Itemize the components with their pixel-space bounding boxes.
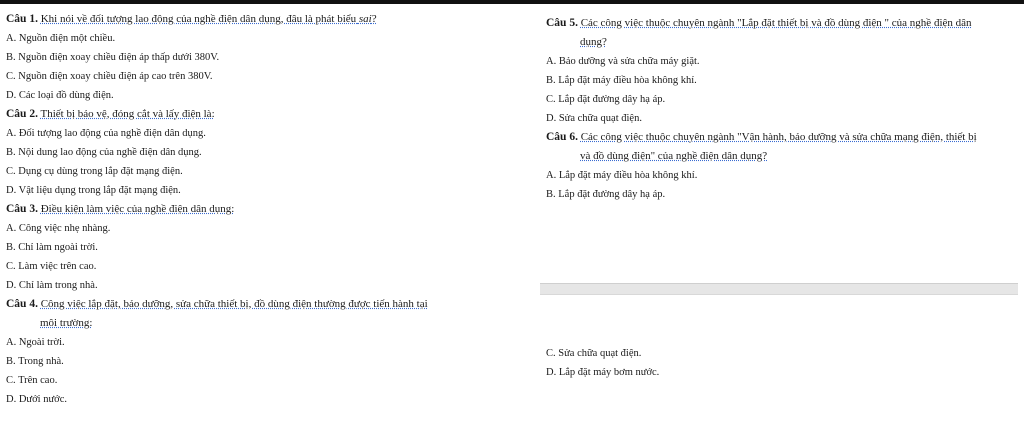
question-number: Câu 1.	[6, 13, 38, 25]
question-6	[546, 128, 1014, 204]
option-b[interactable]: B. Chỉ làm ngoài trời.	[6, 242, 98, 253]
question-text: Các công việc thuộc chuyên ngành "Vận hành, bảo dưỡng và sửa chữa mạng điện, thiết bị	[580, 131, 977, 143]
option-c[interactable]: C. Trên cao.	[6, 375, 58, 386]
question-1	[6, 10, 506, 105]
question-3-stem	[6, 200, 506, 219]
option-b[interactable]: B. Nguồn điện xoay chiều điện áp thấp dưới 380V.	[6, 52, 220, 63]
question-4-stem-continued: môi trường:	[40, 317, 93, 329]
question-5-stem-continued: dụng?	[580, 36, 607, 48]
question-1-stem	[6, 10, 506, 29]
option-a[interactable]: A. Công việc nhẹ nhàng.	[6, 223, 111, 234]
question-5	[546, 14, 1014, 128]
question-5-stem	[546, 14, 1014, 33]
right-column	[546, 14, 1014, 204]
option-a[interactable]: A. Ngoài trời.	[6, 337, 65, 348]
option-d[interactable]: D. Vật liệu dụng trong lắp đặt mạng điện.	[6, 185, 181, 196]
option-a[interactable]: A. Bảo dưỡng và sửa chữa máy giặt.	[546, 56, 700, 67]
option-b[interactable]: B. Lắp đặt máy điều hòa không khí.	[546, 75, 697, 86]
question-number: Câu 6.	[546, 131, 578, 143]
option-c[interactable]: C. Nguồn điện xoay chiều điện áp cao trên 380V.	[6, 71, 213, 82]
right-column-continued	[546, 344, 1014, 382]
option-d[interactable]: D. Sửa chữa quạt điện.	[546, 113, 642, 124]
question-3	[6, 200, 506, 295]
question-text: Điều kiện làm việc của nghề điện dân dụng:	[40, 203, 235, 215]
option-b[interactable]: B. Lắp đặt đường dây hạ áp.	[546, 189, 666, 200]
question-2-stem	[6, 105, 506, 124]
top-border	[0, 0, 1024, 4]
question-number: Câu 4.	[6, 298, 38, 310]
question-4	[6, 295, 506, 409]
question-4-stem	[6, 295, 506, 314]
option-d[interactable]: D. Lắp đặt máy bơm nước.	[546, 367, 660, 378]
question-text: Khi nói về đối tượng lao động của nghề điện dân dụng, đâu là phát biểu sai?	[40, 13, 377, 25]
question-2	[6, 105, 506, 200]
option-a[interactable]: A. Lắp đặt máy điều hòa không khí.	[546, 170, 698, 181]
question-text: Các công việc thuộc chuyên ngành "Lắp đặt thiết bị và đồ dùng điện " của nghề điện dân	[580, 17, 972, 29]
option-b[interactable]: B. Trong nhà.	[6, 356, 64, 367]
question-number: Câu 5.	[546, 17, 578, 29]
option-d[interactable]: D. Các loại đồ dùng điện.	[6, 90, 114, 101]
option-c[interactable]: C. Làm việc trên cao.	[6, 261, 97, 272]
question-6-stem-continued: và đồ dùng điện" của nghề điện dân dụng?	[580, 150, 768, 162]
page-break-bar	[540, 283, 1018, 295]
option-d[interactable]: D. Dưới nước.	[6, 394, 67, 405]
option-a[interactable]: A. Đối tượng lao động của nghề điện dân dụng.	[6, 128, 206, 139]
left-column	[6, 10, 506, 409]
option-c[interactable]: C. Lắp đặt đường dây hạ áp.	[546, 94, 666, 105]
question-6-stem	[546, 128, 1014, 147]
option-a[interactable]: A. Nguồn điện một chiều.	[6, 33, 116, 44]
option-c[interactable]: C. Sửa chữa quạt điện.	[546, 348, 642, 359]
question-text: Công việc lắp đặt, bảo dưỡng, sửa chữa thiết bị, đồ dùng điện thường được tiến hành tại	[40, 298, 428, 310]
option-b[interactable]: B. Nội dung lao động của nghề điện dân dụng.	[6, 147, 202, 158]
option-c[interactable]: C. Dụng cụ dùng trong lắp đặt mạng điện.	[6, 166, 183, 177]
question-number: Câu 3.	[6, 203, 38, 215]
question-text: Thiết bị bảo vệ, đóng cắt và lấy điện là:	[40, 108, 215, 120]
question-number: Câu 2.	[6, 108, 38, 120]
option-d[interactable]: D. Chỉ làm trong nhà.	[6, 280, 98, 291]
